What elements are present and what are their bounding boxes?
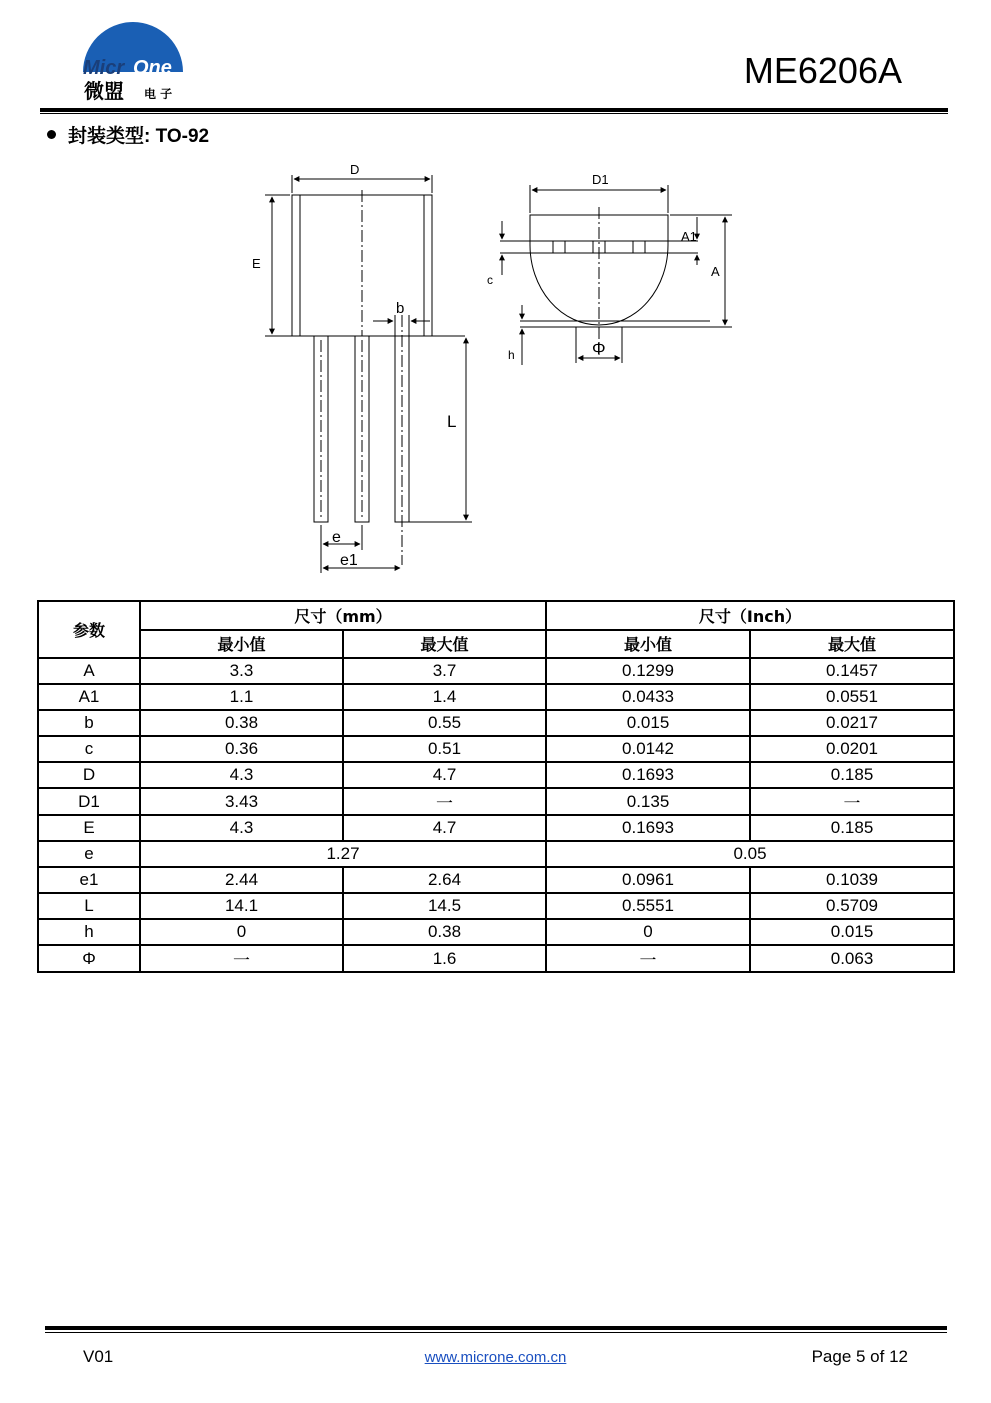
footer-divider — [45, 1326, 947, 1330]
value-cell: 0.135 — [546, 788, 750, 815]
value-cell: 3.7 — [343, 658, 546, 684]
value-cell: 0.015 — [546, 710, 750, 736]
value-cell: 1.1 — [140, 684, 343, 710]
svg-text:Micr: Micr — [83, 57, 125, 79]
value-cell: 4.7 — [343, 762, 546, 788]
table-row — [38, 736, 954, 762]
value-cell: 0.1039 — [750, 867, 954, 893]
value-cell: 0.185 — [750, 815, 954, 841]
param-cell: c — [38, 736, 140, 762]
value-cell: 0.1457 — [750, 658, 954, 684]
table-row — [38, 762, 954, 788]
param-cell: D — [38, 762, 140, 788]
param-cell: e — [38, 841, 140, 867]
value-cell: 2.44 — [140, 867, 343, 893]
package-type-label: 封装类型: TO-92 — [68, 126, 210, 147]
value-cell: 0.1299 — [546, 658, 750, 684]
param-cell: L — [38, 893, 140, 919]
param-cell: A — [38, 658, 140, 684]
dim-label-e1: e1 — [340, 552, 358, 569]
dim-label-c: c — [487, 273, 493, 287]
table-row — [38, 815, 954, 841]
dim-label-D: D — [350, 162, 360, 177]
table-row — [38, 710, 954, 736]
value-cell: 14.5 — [343, 893, 546, 919]
page-indicator: Page 5 of 12 — [811, 1347, 908, 1366]
table-row — [38, 893, 954, 919]
table-row — [38, 788, 954, 815]
dim-label-e: e — [332, 529, 341, 546]
value-cell: 3.43 — [140, 788, 343, 815]
value-cell: 0.0961 — [546, 867, 750, 893]
value-cell: 0.185 — [750, 762, 954, 788]
dim-label-b: b — [396, 300, 405, 317]
website-link[interactable]: www.microne.com.cn — [424, 1349, 567, 1366]
value-cell: 0.05 — [546, 841, 954, 867]
inch-max-header: 最大值 — [750, 630, 954, 659]
value-cell: 2.64 — [343, 867, 546, 893]
param-cell: Φ — [38, 945, 140, 972]
param-cell: E — [38, 815, 140, 841]
dim-label-D1: D1 — [592, 172, 609, 187]
dim-label-A1: A1 — [681, 229, 697, 244]
value-cell: 0.015 — [750, 919, 954, 945]
value-cell: 0.063 — [750, 945, 954, 972]
param-cell: h — [38, 919, 140, 945]
value-cell: 4.3 — [140, 762, 343, 788]
value-cell: 一 — [140, 945, 343, 972]
value-cell: 0.5551 — [546, 893, 750, 919]
value-cell: 0 — [546, 919, 750, 945]
value-cell: 14.1 — [140, 893, 343, 919]
package-type-title — [47, 121, 209, 148]
microne-logo — [78, 10, 188, 105]
value-cell: 0.1693 — [546, 762, 750, 788]
svg-text:One: One — [133, 57, 172, 79]
version-label: V01 — [83, 1347, 114, 1366]
inch-header: 尺寸（Inch） — [546, 601, 954, 630]
mm-min-header: 最小值 — [140, 630, 343, 659]
table-row — [38, 945, 954, 972]
value-cell: 0.0201 — [750, 736, 954, 762]
param-cell: A1 — [38, 684, 140, 710]
table-row — [38, 841, 954, 867]
svg-text:电 子: 电 子 — [144, 87, 173, 101]
header-divider — [40, 108, 948, 112]
value-cell: 4.7 — [343, 815, 546, 841]
dim-label-E: E — [252, 256, 261, 271]
value-cell: 1.27 — [140, 841, 546, 867]
value-cell: 0 — [140, 919, 343, 945]
value-cell: 1.6 — [343, 945, 546, 972]
svg-text:微盟: 微盟 — [84, 79, 124, 103]
table-row — [38, 658, 954, 684]
value-cell: 4.3 — [140, 815, 343, 841]
value-cell: 0.0433 — [546, 684, 750, 710]
value-cell: 0.0142 — [546, 736, 750, 762]
mm-header: 尺寸（mm） — [140, 601, 546, 630]
to92-package-drawing — [240, 155, 750, 585]
mm-max-header: 最大值 — [343, 630, 546, 659]
value-cell: 一 — [343, 788, 546, 815]
table-row — [38, 919, 954, 945]
value-cell: 0.1693 — [546, 815, 750, 841]
value-cell: 0.0551 — [750, 684, 954, 710]
param-header: 参数 — [38, 601, 140, 658]
dim-label-L: L — [447, 412, 457, 431]
value-cell: 3.3 — [140, 658, 343, 684]
table-row — [38, 684, 954, 710]
value-cell: 1.4 — [343, 684, 546, 710]
dim-label-phi: Φ — [592, 339, 606, 358]
param-cell: b — [38, 710, 140, 736]
footer-divider-thin — [45, 1332, 947, 1333]
value-cell: 0.36 — [140, 736, 343, 762]
param-cell: D1 — [38, 788, 140, 815]
value-cell: 0.51 — [343, 736, 546, 762]
part-number: ME6206A — [743, 50, 902, 91]
param-cell: e1 — [38, 867, 140, 893]
header-divider-thin — [40, 113, 948, 114]
value-cell: 0.38 — [343, 919, 546, 945]
value-cell: 0.55 — [343, 710, 546, 736]
value-cell: 一 — [750, 788, 954, 815]
value-cell: 一 — [546, 945, 750, 972]
value-cell: 0.38 — [140, 710, 343, 736]
inch-min-header: 最小值 — [546, 630, 750, 659]
dimension-table — [37, 600, 955, 973]
bullet-icon — [47, 130, 56, 139]
value-cell: 0.0217 — [750, 710, 954, 736]
dim-label-h: h — [508, 348, 515, 362]
value-cell: 0.5709 — [750, 893, 954, 919]
table-row — [38, 867, 954, 893]
dim-label-A: A — [711, 264, 720, 279]
